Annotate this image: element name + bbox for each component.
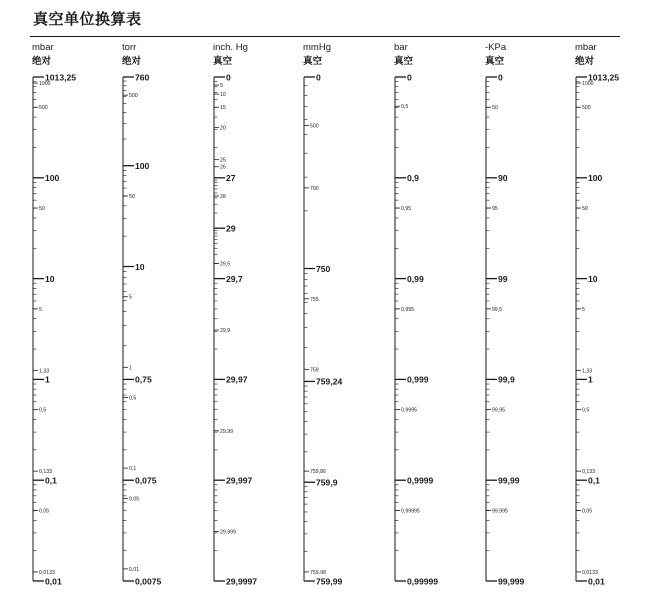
minor-tick-label: 5 bbox=[220, 83, 223, 90]
minor-tick-label: 99,5 bbox=[492, 306, 503, 313]
major-tick-label: 99,99 bbox=[498, 475, 520, 486]
minor-tick-label: 0,1 bbox=[129, 466, 137, 473]
minor-tick-label: 700 bbox=[310, 185, 319, 192]
major-tick-label: 100 bbox=[588, 173, 603, 184]
minor-tick-label: 0,9995 bbox=[401, 407, 417, 414]
minor-tick-label: 29,5 bbox=[220, 261, 231, 268]
major-tick-label: 29,7 bbox=[226, 273, 243, 284]
major-tick-label: 0,01 bbox=[588, 576, 605, 587]
minor-tick-label: 5 bbox=[39, 306, 42, 313]
minor-tick-label: 0,0133 bbox=[582, 569, 598, 576]
minor-tick-label: 0,5 bbox=[401, 104, 409, 111]
major-tick-label: 29 bbox=[226, 223, 236, 234]
major-tick-label: 99,9 bbox=[498, 374, 515, 385]
minor-tick-label: 26 bbox=[220, 164, 226, 171]
minor-tick-label: 0,5 bbox=[39, 407, 47, 414]
unit-label: mbar bbox=[575, 42, 597, 53]
minor-tick-label: 0,05 bbox=[39, 508, 50, 515]
minor-tick-label: 1000 bbox=[582, 81, 594, 88]
minor-tick-label: 500 bbox=[129, 93, 138, 100]
major-tick-label: 1013,25 bbox=[588, 72, 620, 83]
major-tick-label: 29,997 bbox=[226, 475, 253, 486]
minor-tick-label: 95 bbox=[492, 206, 498, 213]
major-tick-label: 760 bbox=[135, 72, 150, 83]
minor-tick-label: 0,5 bbox=[582, 407, 590, 414]
minor-tick-label: 15 bbox=[220, 105, 226, 112]
minor-tick-label: 25 bbox=[220, 157, 226, 164]
major-tick-label: 90 bbox=[498, 173, 508, 184]
unit-label: inch. Hg bbox=[213, 42, 248, 53]
unit-label: bar bbox=[394, 42, 408, 53]
major-tick-label: 29,97 bbox=[226, 374, 248, 385]
major-tick-label: 1 bbox=[588, 374, 593, 385]
major-tick-label: 759,99 bbox=[316, 576, 343, 587]
minor-tick-label: 500 bbox=[310, 123, 319, 130]
unit-label: torr bbox=[122, 42, 137, 53]
page-title: 真空单位换算表 bbox=[33, 11, 142, 28]
minor-tick-label: 1 bbox=[129, 365, 132, 372]
minor-tick-label: 20 bbox=[220, 125, 226, 132]
major-tick-label: 1013,25 bbox=[45, 72, 77, 83]
minor-tick-label: 0,133 bbox=[39, 469, 52, 476]
major-tick-label: 750 bbox=[316, 263, 331, 274]
minor-tick-label: 0,133 bbox=[582, 469, 595, 476]
minor-tick-label: 28 bbox=[220, 193, 226, 200]
minor-tick-label: 50 bbox=[39, 206, 45, 213]
minor-tick-label: 29,9 bbox=[220, 328, 231, 335]
pressure-type-label: 真空 bbox=[485, 56, 505, 67]
minor-tick-label: 50 bbox=[582, 206, 588, 213]
major-tick-label: 759,24 bbox=[316, 376, 343, 387]
minor-tick-label: 29,999 bbox=[220, 529, 236, 536]
major-tick-label: 10 bbox=[588, 273, 598, 284]
pressure-type-label: 绝对 bbox=[575, 56, 595, 67]
minor-tick-label: 0,0133 bbox=[39, 569, 55, 576]
major-tick-label: 0,075 bbox=[135, 475, 157, 486]
major-tick-label: 0,9 bbox=[407, 173, 419, 184]
major-tick-label: 0,99999 bbox=[407, 576, 439, 587]
major-tick-label: 0 bbox=[316, 72, 321, 83]
minor-tick-label: 500 bbox=[582, 105, 591, 112]
unit-label: mbar bbox=[32, 42, 54, 53]
unit-label: mmHg bbox=[303, 42, 331, 53]
major-tick-label: 29,9997 bbox=[226, 576, 258, 587]
minor-tick-label: 759,86 bbox=[310, 469, 326, 476]
major-tick-label: 10 bbox=[45, 273, 55, 284]
major-tick-label: 100 bbox=[135, 161, 150, 172]
pressure-type-label: 绝对 bbox=[32, 56, 52, 67]
minor-tick-label: 755 bbox=[310, 296, 319, 303]
major-tick-label: 0 bbox=[498, 72, 503, 83]
major-tick-label: 10 bbox=[135, 261, 145, 272]
major-tick-label: 0,9999 bbox=[407, 475, 434, 486]
minor-tick-label: 50 bbox=[492, 105, 498, 112]
major-tick-label: 759,9 bbox=[316, 477, 338, 488]
minor-tick-label: 759,98 bbox=[310, 569, 326, 576]
minor-tick-label: 5 bbox=[129, 294, 132, 301]
major-tick-label: 0,01 bbox=[45, 576, 62, 587]
major-tick-label: 99,999 bbox=[498, 576, 525, 587]
minor-tick-label: 0,95 bbox=[401, 206, 412, 213]
minor-tick-label: 0,05 bbox=[582, 508, 593, 515]
major-tick-label: 27 bbox=[226, 173, 236, 184]
major-tick-label: 0,0075 bbox=[135, 576, 162, 587]
minor-tick-label: 0,99995 bbox=[401, 508, 420, 515]
major-tick-label: 0,75 bbox=[135, 374, 152, 385]
minor-tick-label: 0,01 bbox=[129, 566, 140, 573]
minor-tick-label: 99,995 bbox=[492, 508, 508, 515]
minor-tick-label: 1,33 bbox=[39, 368, 50, 375]
major-tick-label: 0 bbox=[407, 72, 412, 83]
unit-label: -KPa bbox=[485, 42, 507, 53]
pressure-type-label: 真空 bbox=[394, 56, 414, 67]
pressure-type-label: 真空 bbox=[213, 56, 233, 67]
major-tick-label: 0,1 bbox=[588, 475, 600, 486]
minor-tick-label: 500 bbox=[39, 105, 48, 112]
major-tick-label: 99 bbox=[498, 273, 508, 284]
pressure-type-label: 绝对 bbox=[122, 56, 142, 67]
major-tick-label: 0,999 bbox=[407, 374, 429, 385]
minor-tick-label: 0,5 bbox=[129, 395, 137, 402]
minor-tick-label: 759 bbox=[310, 367, 319, 374]
major-tick-label: 1 bbox=[45, 374, 50, 385]
minor-tick-label: 99,95 bbox=[492, 407, 505, 414]
major-tick-label: 0,99 bbox=[407, 273, 424, 284]
major-tick-label: 0 bbox=[226, 72, 231, 83]
minor-tick-label: 5 bbox=[582, 306, 585, 313]
major-tick-label: 0,1 bbox=[45, 475, 57, 486]
pressure-type-label: 真空 bbox=[303, 56, 323, 67]
minor-tick-label: 10 bbox=[220, 92, 226, 99]
minor-tick-label: 1000 bbox=[39, 81, 51, 88]
minor-tick-label: 50 bbox=[129, 193, 135, 200]
minor-tick-label: 0,995 bbox=[401, 306, 414, 313]
major-tick-label: 100 bbox=[45, 173, 60, 184]
minor-tick-label: 1,33 bbox=[582, 368, 593, 375]
minor-tick-label: 29,99 bbox=[220, 428, 233, 435]
minor-tick-label: 0,05 bbox=[129, 496, 140, 503]
